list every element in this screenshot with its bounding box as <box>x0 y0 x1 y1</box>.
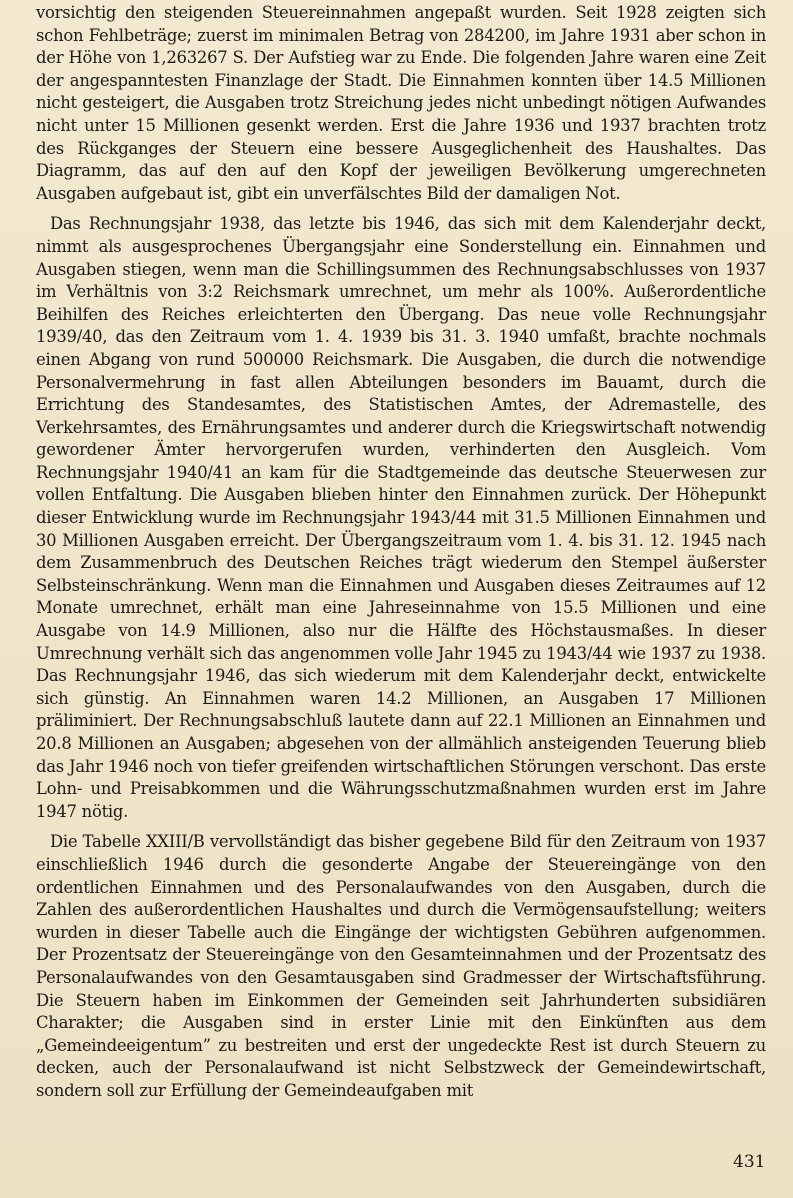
paragraph-tabelle-xxiii-b: Die Tabelle XXIII/B vervollständigt das bisher gegebene Bild für den Zeitraum von 1937 einschließlich 1946 durch die gesonderte Angabe der Steuereingänge von den ordentlichen Einnahmen und des Personalaufwandes von den Ausgaben, durch die Zahlen des außerordentlichen Haushaltes und durch die Vermögensaufstellung; weiters wurden in dieser Tabelle auch die Eingänge der wichtigsten Gebühren aufgenommen. Der Prozentsatz der Steuereingänge von den Gesamteinnahmen und der Prozentsatz des Personalaufwandes von den Gesamtausgaben sind Gradmesser der Wirtschaftsführung. Die Steuern haben im Einkommen der Gemeinden seit Jahrhunderten subsidiären Charakter; die Ausgaben sind in erster Linie mit den Einkünften aus dem „Gemeindeeigentum” zu bestreiten und erst der ungedeckte Rest ist durch Steuern zu decken, auch der Personalaufwand ist nicht Selbstzweck der Gemeindewirtschaft, sondern soll zur Erfüllung der Gemeindeaufgaben mit <box>36 832 766 1100</box>
page-number: 431 <box>733 1152 766 1172</box>
body-text <box>36 2 766 1103</box>
paragraph-continuation: vorsichtig den steigenden Steuereinnahmen angepaßt wurden. Seit 1928 zeigten sich schon Fehlbeträge; zuerst im minimalen Betrag von 284200, im Jahre 1931 aber schon in der Höhe von 1,263267 S. Der Aufstieg war zu Ende. Die folgenden Jahre waren eine Zeit der angespanntesten Finanzlage der Stadt. Die Einnahmen konnten über 14.5 Millionen nicht gesteigert, die Ausgaben trotz Streichung jedes nicht unbedingt nötigen Aufwandes nicht unter 15 Millionen gesenkt werden. Erst die Jahre 1936 und 1937 brachten trotz des Rückganges der Steuern eine bessere Ausgeglichenheit des Haushaltes. Das Diagramm, das auf den auf den Kopf der jeweiligen Bevölkerung umgerechneten Ausgaben aufgebaut ist, gibt ein unverfälschtes Bild der damaligen Not. <box>36 3 766 203</box>
paragraph-rechnungsjahr-1938: Das Rechnungsjahr 1938, das letzte bis 1946, das sich mit dem Kalenderjahr deckt, nimmt als ausgesprochenes Übergangsjahr eine Sonderstellung ein. Einnahmen und Ausgaben stiegen, wenn man die Schillingsummen des Rechnungsabschlusses von 1937 im Verhältnis von 3:2 Reichsmark umrechnet, um mehr als 100%. Außerordentliche Beihilfen des Reiches erleichterten den Übergang. Das neue volle Rechnungsjahr 1939/40, das den Zeitraum vom 1. 4. 1939 bis 31. 3. 1940 umfaßt, brachte nochmals einen Abgang von rund 500000 Reichsmark. Die Ausgaben, die durch die notwendige Personalvermehrung in fast allen Abteilungen besonders im Bauamt, durch die Errichtung des Standesamtes, des Statistischen Amtes, der Adremastelle, des Verkehrsamtes, des Ernährungsamtes und anderer durch die Kriegswirtschaft notwendig gewordener Ämter hervorgerufen wurden, verhinderten den Ausgleich. Vom Rechnungsjahr 1940/41 an kam für die Stadtgemeinde das deutsche Steuerwesen zur vollen Entfaltung. Die Ausgaben blieben hinter den Einnahmen zurück. Der Höhepunkt dieser Entwicklung wurde im Rechnungsjahr 1943/44 mit 31.5 Millionen Einnahmen und 30 Millionen Ausgaben erreicht. Der Übergangszeitraum vom 1. 4. bis 31. 12. 1945 nach dem Zusammenbruch des Deutschen Reiches trägt wiederum den Stempel äußerster Selbsteinschränkung. Wenn man die Einnahmen und Ausgaben dieses Zeitraumes auf 12 Monate umrechnet, erhält man eine Jahreseinnahme von 15.5 Millionen und eine Ausgabe von 14.9 Millionen, also nur die Hälfte des Höchstausmaßes. In dieser Umrechnung verhält sich das angenommen volle Jahr 1945 zu 1943/44 wie 1937 zu 1938. Das Rechnungsjahr 1946, das sich wiederum mit dem Kalenderjahr deckt, entwickelte sich günstig. An Einnahmen waren 14.2 Millionen, an Ausgaben 17 Millionen präliminiert. Der Rechnungsabschluß lautete dann auf 22.1 Millionen an Einnahmen und 20.8 Millionen an Ausgaben; abgesehen von der allmählich ansteigenden Teuerung blieb das Jahr 1946 noch von tiefer greifenden wirtschaftlichen Störungen verschont. Das erste Lohn- und Preisabkommen und die Währungsschutzmaßnahmen wurden erst im Jahre 1947 nötig. <box>36 214 766 821</box>
